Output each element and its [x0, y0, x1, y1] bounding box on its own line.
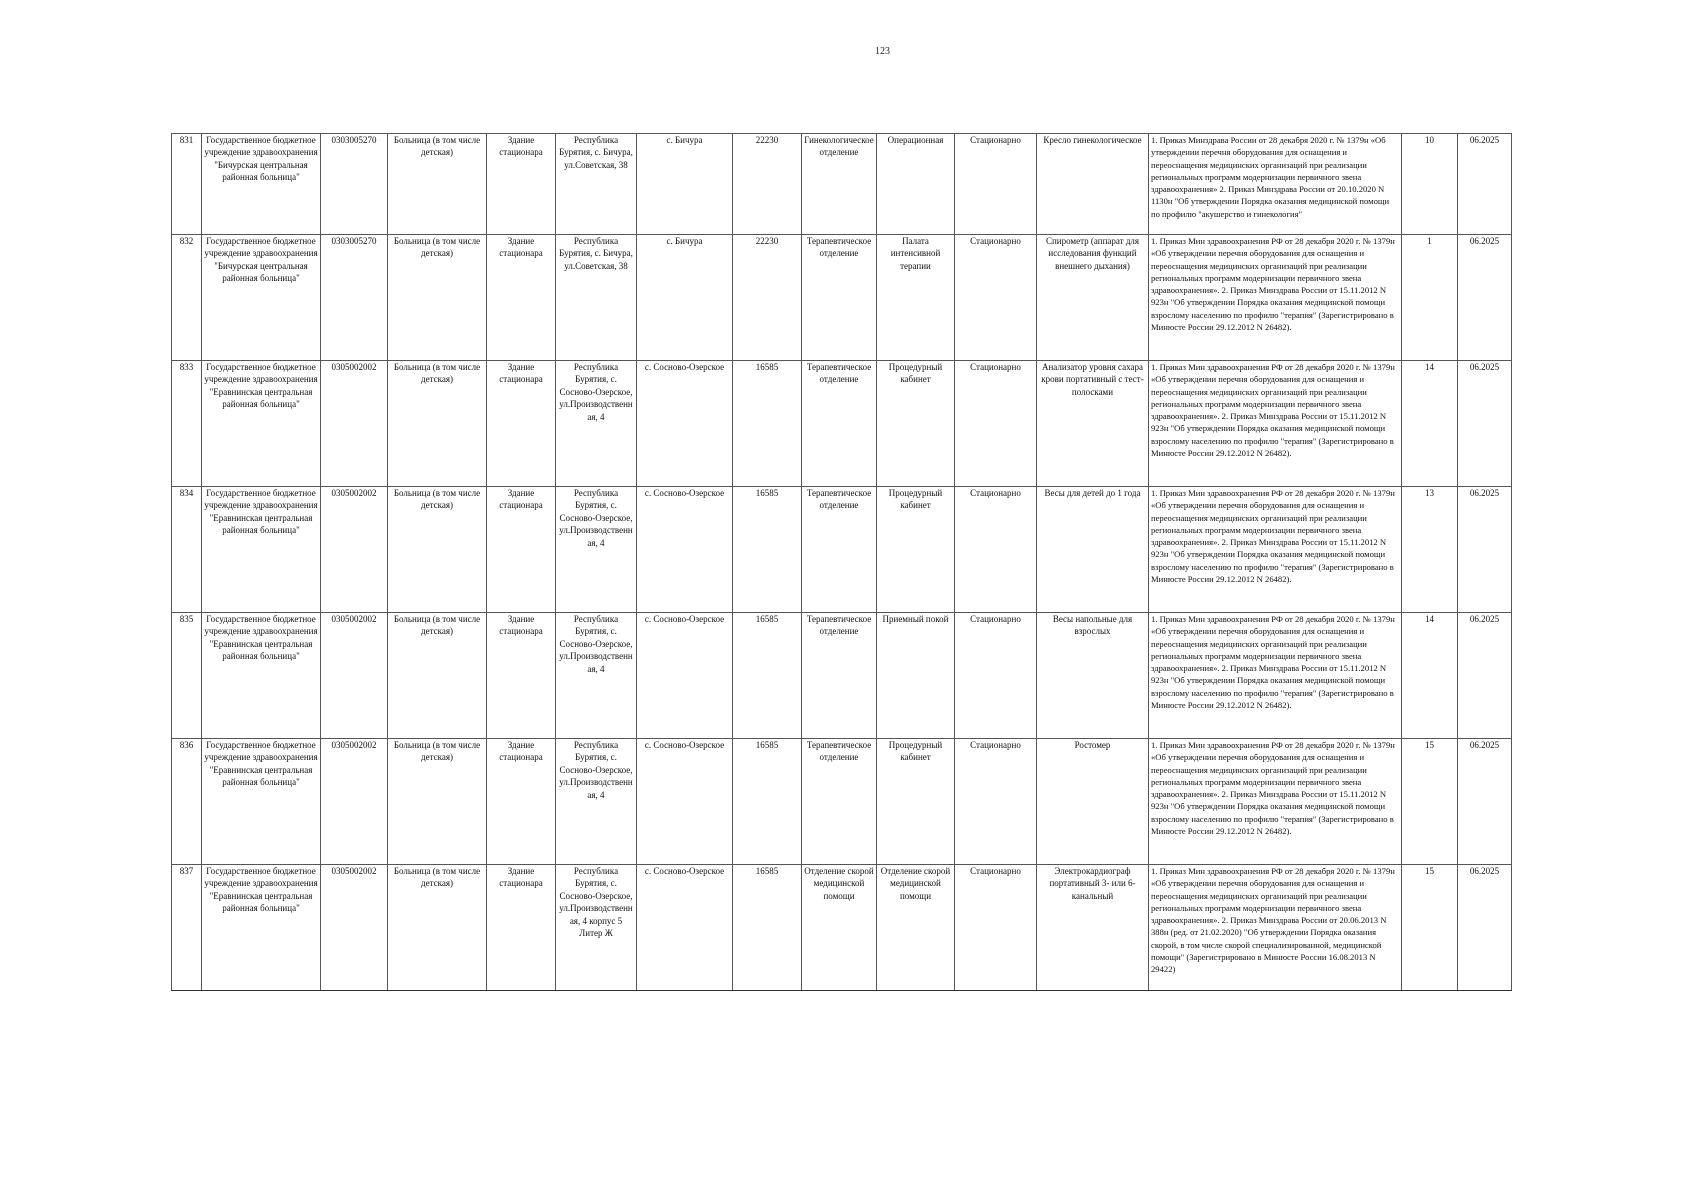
care-condition: Стационарно [955, 487, 1037, 613]
department: Терапевтическое отделение [802, 487, 877, 613]
legal-basis: 1. Приказ Мин здравоохранения РФ от 28 декабря 2020 г. № 1379н «Об утверждении перечня оборудования для оснащения и переоснащения медицинских организаций при реализации региональных программ модернизации первичного звена здравоохранения». 2. Приказ Минздрава России от 15.11.2012 N 923н "Об утверждении Порядка оказания медицинской помощи взрослому населению по профилю "терапия" (Зарегистрировано в Минюсте России 29.12.2012 N 26482). [1149, 361, 1402, 487]
facility-type: Больница (в том числе детская) [388, 865, 487, 991]
facility-type: Больница (в том числе детская) [388, 134, 487, 235]
legal-basis: 1. Приказ Мин здравоохранения РФ от 28 декабря 2020 г. № 1379н «Об утверждении перечня оборудования для оснащения и переоснащения медицинских организаций при реализации региональных программ модернизации первичного звена здравоохранения». 2. Приказ Минздрава России от 15.11.2012 N 923н "Об утверждении Порядка оказания медицинской помощи взрослому населению по профилю "терапия" (Зарегистрировано в Минюсте России 29.12.2012 N 26482). [1149, 613, 1402, 739]
room: Процедурный кабинет [877, 487, 955, 613]
locality: с. Сосново-Озерское [637, 865, 733, 991]
building: Здание стационара [487, 235, 556, 361]
table-row [172, 865, 1512, 991]
care-condition: Стационарно [955, 613, 1037, 739]
building: Здание стационара [487, 739, 556, 865]
building: Здание стационара [487, 865, 556, 991]
population: 16585 [733, 613, 802, 739]
address: Республика Бурятия, с. Бичура, ул.Советская, 38 [556, 134, 637, 235]
room: Отделение скорой медицинской помощи [877, 865, 955, 991]
equipment-name: Ростомер [1037, 739, 1149, 865]
address: Республика Бурятия, с. Бичура, ул.Советская, 38 [556, 235, 637, 361]
population: 22230 [733, 134, 802, 235]
population: 22230 [733, 235, 802, 361]
locality: с. Бичура [637, 235, 733, 361]
row-number: 832 [172, 235, 202, 361]
facility-type: Больница (в том числе детская) [388, 739, 487, 865]
department: Отделение скорой медицинской помощи [802, 865, 877, 991]
organization-code: 0305002002 [321, 613, 388, 739]
quantity: 15 [1402, 739, 1458, 865]
row-number: 835 [172, 613, 202, 739]
table-body [172, 134, 1512, 991]
legal-basis: 1. Приказ Мин здравоохранения РФ от 28 декабря 2020 г. № 1379н «Об утверждении перечня оборудования для оснащения и переоснащения медицинских организаций при реализации региональных программ модернизации первичного звена здравоохранения». 2. Приказ Минздрава России от 20.06.2013 N 388н (ред. от 21.02.2020) "Об утверждении Порядка оказания скорой, в том числе скорой специализированной, медицинской помощи" (Зарегистрировано в Минюсте России 16.08.2013 N 29422) [1149, 865, 1402, 991]
address: Республика Бурятия, с. Сосново-Озерское, ул.Производственная, 4 корпус 5 Литер Ж [556, 865, 637, 991]
row-number: 831 [172, 134, 202, 235]
quantity: 15 [1402, 865, 1458, 991]
address: Республика Бурятия, с. Сосново-Озерское, ул.Производственная, 4 [556, 739, 637, 865]
room: Процедурный кабинет [877, 361, 955, 487]
department: Терапевтическое отделение [802, 739, 877, 865]
department: Терапевтическое отделение [802, 235, 877, 361]
table-row [172, 361, 1512, 487]
quantity: 14 [1402, 613, 1458, 739]
equipment-name: Спирометр (аппарат для исследования функций внешнего дыхания) [1037, 235, 1149, 361]
care-condition: Стационарно [955, 865, 1037, 991]
legal-basis: 1. Приказ Мин здравоохранения РФ от 28 декабря 2020 г. № 1379н «Об утверждении перечня оборудования для оснащения и переоснащения медицинских организаций при реализации региональных программ модернизации первичного звена здравоохранения». 2. Приказ Минздрава России от 15.11.2012 N 923н "Об утверждении Порядка оказания медицинской помощи взрослому населению по профилю "терапия" (Зарегистрировано в Минюсте России 29.12.2012 N 26482). [1149, 739, 1402, 865]
delivery-date: 06.2025 [1458, 613, 1512, 739]
care-condition: Стационарно [955, 739, 1037, 865]
population: 16585 [733, 361, 802, 487]
department: Терапевтическое отделение [802, 613, 877, 739]
organization-code: 0305002002 [321, 361, 388, 487]
organization-code: 0303005270 [321, 134, 388, 235]
facility-type: Больница (в том числе детская) [388, 487, 487, 613]
equipment-registry-table [171, 133, 1512, 991]
building: Здание стационара [487, 361, 556, 487]
delivery-date: 06.2025 [1458, 235, 1512, 361]
organization-code: 0305002002 [321, 739, 388, 865]
quantity: 14 [1402, 361, 1458, 487]
department: Терапевтическое отделение [802, 361, 877, 487]
delivery-date: 06.2025 [1458, 865, 1512, 991]
population: 16585 [733, 487, 802, 613]
address: Республика Бурятия, с. Сосново-Озерское, ул.Производственная, 4 [556, 361, 637, 487]
organization-code: 0303005270 [321, 235, 388, 361]
row-number: 836 [172, 739, 202, 865]
organization-name: Государственное бюджетное учреждение здравоохранения "Еравнинская центральная районная больница" [202, 865, 321, 991]
room: Палата интенсивной терапии [877, 235, 955, 361]
organization-name: Государственное бюджетное учреждение здравоохранения "Еравнинская центральная районная больница" [202, 613, 321, 739]
table-row [172, 739, 1512, 865]
equipment-name: Весы для детей до 1 года [1037, 487, 1149, 613]
row-number: 834 [172, 487, 202, 613]
care-condition: Стационарно [955, 361, 1037, 487]
facility-type: Больница (в том числе детская) [388, 235, 487, 361]
quantity: 10 [1402, 134, 1458, 235]
room: Процедурный кабинет [877, 739, 955, 865]
population: 16585 [733, 865, 802, 991]
table-row [172, 134, 1512, 235]
organization-code: 0305002002 [321, 865, 388, 991]
building: Здание стационара [487, 134, 556, 235]
equipment-name: Анализатор уровня сахара крови портативный с тест-полосками [1037, 361, 1149, 487]
organization-name: Государственное бюджетное учреждение здравоохранения "Еравнинская центральная районная больница" [202, 739, 321, 865]
facility-type: Больница (в том числе детская) [388, 361, 487, 487]
organization-code: 0305002002 [321, 487, 388, 613]
delivery-date: 06.2025 [1458, 487, 1512, 613]
equipment-name: Весы напольные для взрослых [1037, 613, 1149, 739]
organization-name: Государственное бюджетное учреждение здравоохранения "Бичурская центральная районная больница" [202, 134, 321, 235]
care-condition: Стационарно [955, 134, 1037, 235]
locality: с. Сосново-Озерское [637, 361, 733, 487]
delivery-date: 06.2025 [1458, 361, 1512, 487]
row-number: 837 [172, 865, 202, 991]
table-row [172, 487, 1512, 613]
legal-basis: 1. Приказ Минздрава России от 28 декабря 2020 г. № 1379н «Об утверждении перечня оборудования для оснащения и переоснащения медицинских организаций при реализации региональных программ модернизации первичного звена здравоохранения» 2. Приказ Минздрава России от 20.10.2020 N 1130н "Об утверждении Порядка оказания медицинской помощи по профилю "акушерство и гинекология" [1149, 134, 1402, 235]
room: Приемный покой [877, 613, 955, 739]
locality: с. Бичура [637, 134, 733, 235]
locality: с. Сосново-Озерское [637, 613, 733, 739]
page-number: 123 [875, 46, 890, 57]
row-number: 833 [172, 361, 202, 487]
address: Республика Бурятия, с. Сосново-Озерское, ул.Производственная, 4 [556, 613, 637, 739]
organization-name: Государственное бюджетное учреждение здравоохранения "Еравнинская центральная районная больница" [202, 487, 321, 613]
legal-basis: 1. Приказ Мин здравоохранения РФ от 28 декабря 2020 г. № 1379н «Об утверждении перечня оборудования для оснащения и переоснащения медицинских организаций при реализации региональных программ модернизации первичного звена здравоохранения». 2. Приказ Минздрава России от 15.11.2012 N 923н "Об утверждении Порядка оказания медицинской помощи взрослому населению по профилю "терапия" (Зарегистрировано в Минюсте России 29.12.2012 N 26482). [1149, 235, 1402, 361]
locality: с. Сосново-Озерское [637, 487, 733, 613]
facility-type: Больница (в том числе детская) [388, 613, 487, 739]
department: Гинекологическое отделение [802, 134, 877, 235]
building: Здание стационара [487, 487, 556, 613]
care-condition: Стационарно [955, 235, 1037, 361]
delivery-date: 06.2025 [1458, 134, 1512, 235]
table-row [172, 235, 1512, 361]
equipment-name: Электрокардиограф портативный 3- или 6-канальный [1037, 865, 1149, 991]
table-row [172, 613, 1512, 739]
building: Здание стационара [487, 613, 556, 739]
organization-name: Государственное бюджетное учреждение здравоохранения "Еравнинская центральная районная больница" [202, 361, 321, 487]
delivery-date: 06.2025 [1458, 739, 1512, 865]
legal-basis: 1. Приказ Мин здравоохранения РФ от 28 декабря 2020 г. № 1379н «Об утверждении перечня оборудования для оснащения и переоснащения медицинских организаций при реализации региональных программ модернизации первичного звена здравоохранения». 2. Приказ Минздрава России от 15.11.2012 N 923н "Об утверждении Порядка оказания медицинской помощи взрослому населению по профилю "терапия" (Зарегистрировано в Минюсте России 29.12.2012 N 26482). [1149, 487, 1402, 613]
locality: с. Сосново-Озерское [637, 739, 733, 865]
quantity: 13 [1402, 487, 1458, 613]
address: Республика Бурятия, с. Сосново-Озерское, ул.Производственная, 4 [556, 487, 637, 613]
population: 16585 [733, 739, 802, 865]
quantity: 1 [1402, 235, 1458, 361]
equipment-name: Кресло гинекологическое [1037, 134, 1149, 235]
organization-name: Государственное бюджетное учреждение здравоохранения "Бичурская центральная районная больница" [202, 235, 321, 361]
room: Операционная [877, 134, 955, 235]
